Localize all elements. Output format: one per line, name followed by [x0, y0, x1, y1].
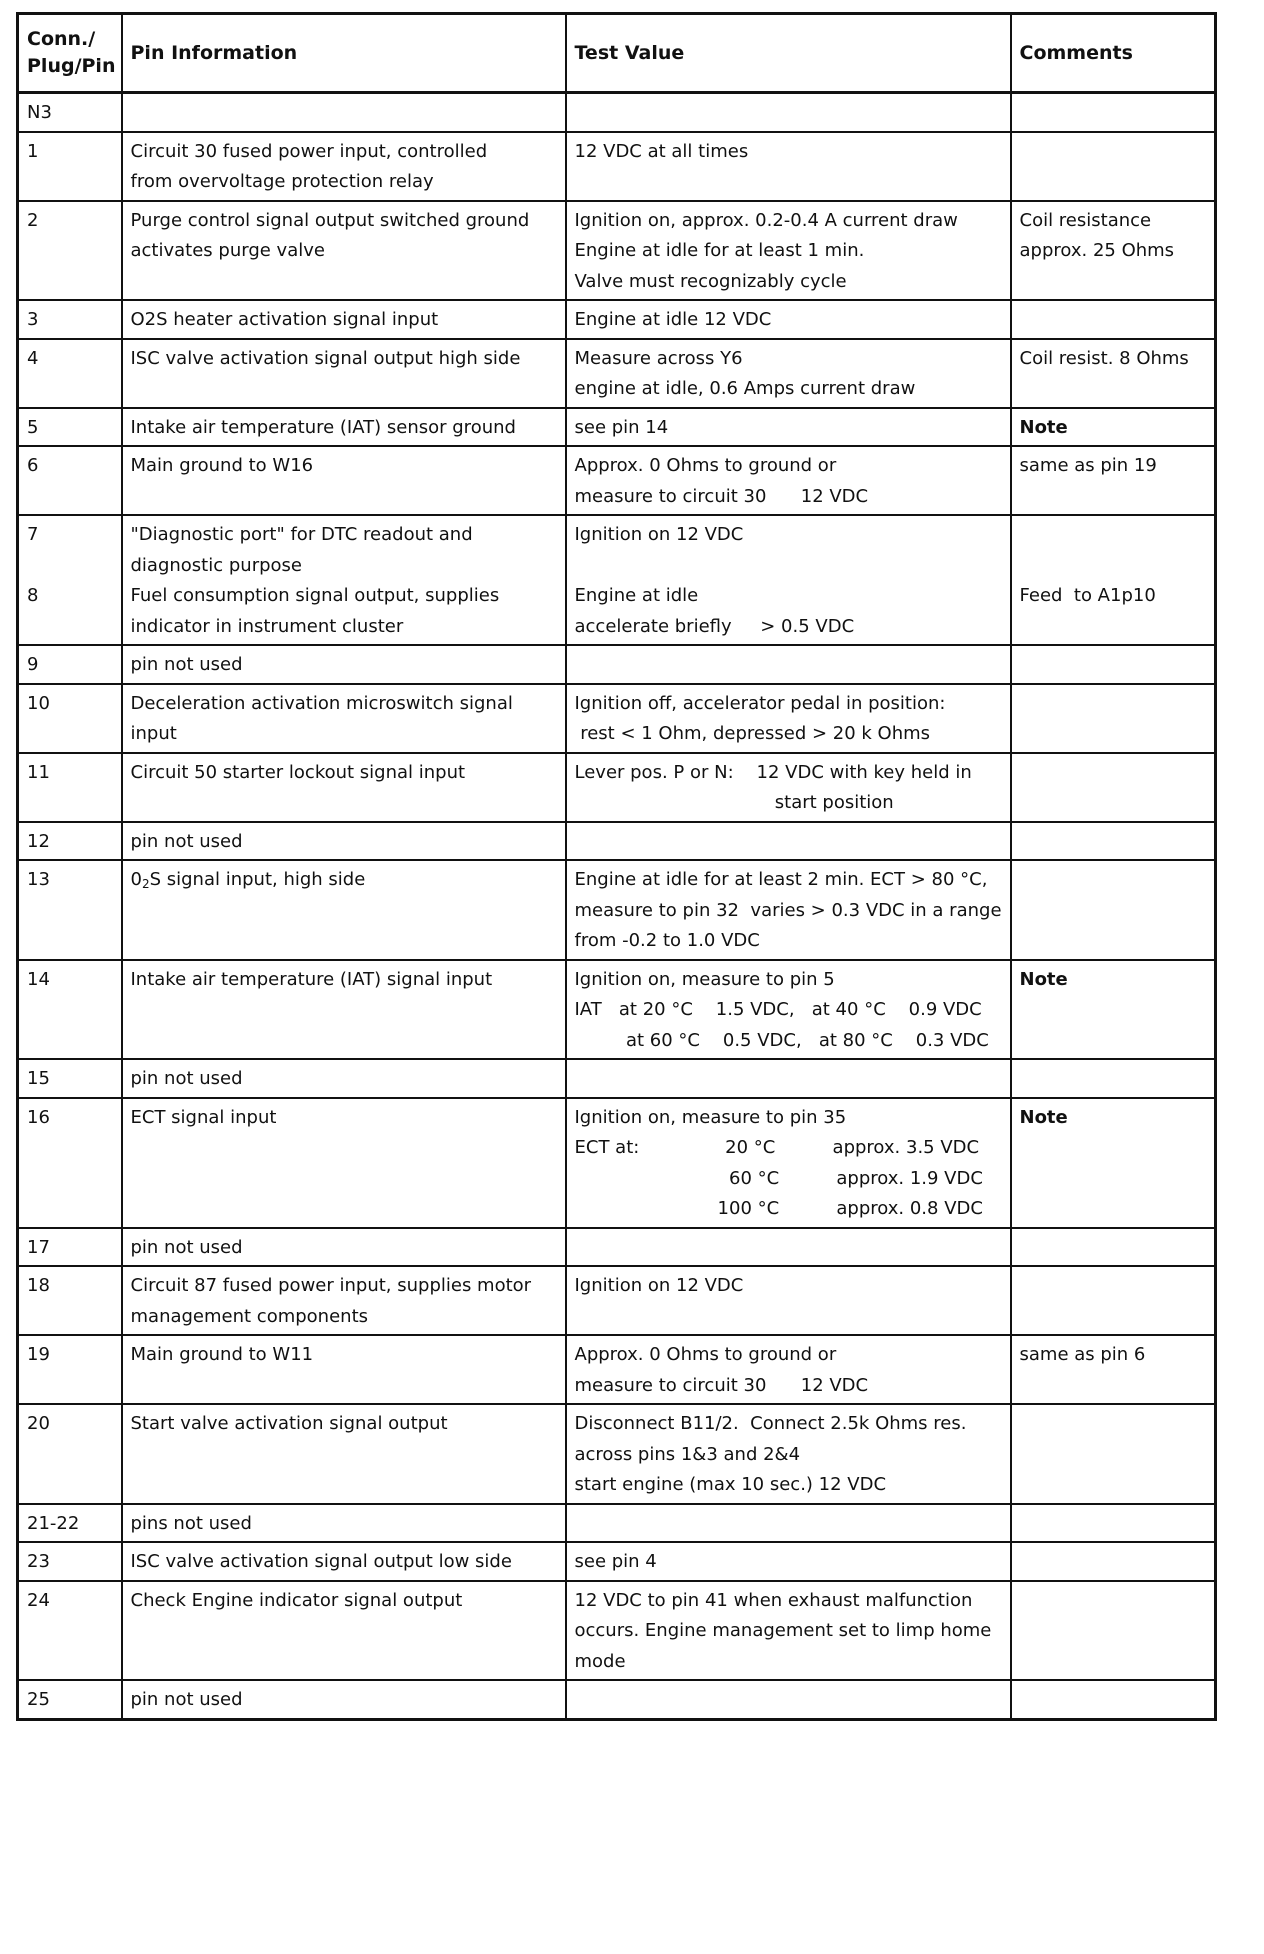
pin-cell: 19: [18, 1335, 122, 1404]
pin-cell: [18, 515, 122, 645]
info-line: Intake air temperature (IAT) signal input: [130, 968, 493, 990]
header-pin-information: Pin Information: [122, 14, 566, 93]
table-row: [18, 300, 1216, 339]
info-cell: [122, 1504, 566, 1543]
pin-label: 8: [27, 585, 39, 606]
comment-cell: [1011, 201, 1216, 301]
test-line: Engine at idle: [574, 585, 699, 606]
test-cell: [566, 1542, 1011, 1581]
test-line: measure to circuit 30 12 VDC: [574, 1374, 869, 1396]
pin-spacer: [27, 551, 113, 582]
pin-cell: 2: [18, 201, 122, 301]
comment-cell: [1011, 1680, 1216, 1719]
comment-cell: [1011, 93, 1216, 132]
table-row: [18, 960, 1216, 1060]
test-cell: [566, 1266, 1011, 1335]
comment-cell: [1011, 1098, 1216, 1228]
info-cell: [122, 1542, 566, 1581]
header-conn-line1: Conn./: [27, 28, 96, 50]
info-cell: [122, 300, 566, 339]
test-cell: [566, 446, 1011, 515]
info-line: Fuel consumption signal output, supplies: [130, 585, 500, 606]
comment-cell: [1011, 1581, 1216, 1681]
test-cell: [566, 515, 1011, 645]
test-cell: [566, 1228, 1011, 1267]
table-row: [18, 1266, 1216, 1335]
test-cell: [566, 753, 1011, 822]
pin-cell: 12: [18, 822, 122, 861]
info-line: diagnostic purpose: [130, 554, 302, 576]
table-row: [18, 132, 1216, 201]
comment-cell: [1011, 446, 1216, 515]
info-cell: [122, 1680, 566, 1719]
test-line: Engine at idle for at least 1 min.: [574, 240, 865, 261]
header-comments: Comments: [1011, 14, 1216, 93]
info-line: pin not used: [130, 1689, 243, 1710]
info-line: Circuit 30 fused power input, controlled: [130, 140, 488, 162]
info-cell: [122, 132, 566, 201]
pin-cell: 15: [18, 1059, 122, 1098]
test-line: Approx. 0 Ohms to ground or: [574, 455, 837, 476]
pin-cell: 25: [18, 1680, 122, 1719]
test-cell: [566, 1404, 1011, 1504]
o2s-suffix: S signal input, high side: [149, 869, 366, 890]
info-line: pin not used: [130, 1236, 243, 1258]
comment-cell: [1011, 515, 1216, 645]
test-cell: [566, 1335, 1011, 1404]
pin-cell: N3: [18, 93, 122, 132]
table-row: [18, 1404, 1216, 1504]
test-spacer: [575, 551, 1002, 582]
info-cell: [122, 1335, 566, 1404]
pin-cell: 16: [18, 1098, 122, 1228]
test-line: 12 VDC to pin 41 when exhaust malfunction: [574, 1589, 973, 1611]
test-line: Ignition on 12 VDC: [574, 1275, 744, 1296]
pin-cell: 17: [18, 1228, 122, 1267]
test-line: rest < 1 Ohm, depressed > 20 k Ohms: [574, 723, 931, 744]
info-line: Deceleration activation microswitch signal: [130, 692, 513, 714]
test-line: ECT at: 20 °C approx. 3.5 VDC: [574, 1137, 980, 1158]
info-line: ECT signal input: [130, 1106, 277, 1128]
info-cell: [122, 201, 566, 301]
test-line: 60 °C approx. 1.9 VDC: [574, 1167, 983, 1189]
info-line: "Diagnostic port" for DTC readout and: [130, 524, 473, 545]
info-cell: [122, 1059, 566, 1098]
note-label: Note: [1019, 1106, 1068, 1128]
comment-spacer: [1020, 520, 1207, 551]
test-line: Valve must recognizably cycle: [574, 270, 847, 292]
info-line: indicator in instrument cluster: [130, 615, 404, 637]
info-line: Purge control signal output switched ground: [130, 209, 530, 231]
test-line: Ignition on, approx. 0.2-0.4 A current draw: [574, 209, 958, 231]
note-label: Note: [1019, 416, 1068, 438]
info-cell: [122, 1404, 566, 1504]
info-line: [131, 865, 557, 896]
test-line: Ignition on, measure to pin 5: [574, 968, 835, 990]
pin-cell: 6: [18, 446, 122, 515]
pin-cell: 3: [18, 300, 122, 339]
table-row: [18, 446, 1216, 515]
table-row: [18, 1059, 1216, 1098]
info-line: Circuit 50 starter lockout signal input: [130, 761, 466, 783]
comment-cell: [1011, 684, 1216, 753]
header-conn-plug-pin: [18, 14, 122, 93]
test-cell: [566, 860, 1011, 960]
comment-cell: [1011, 645, 1216, 684]
pin-cell: 18: [18, 1266, 122, 1335]
test-cell: [566, 684, 1011, 753]
table-row: [18, 515, 1216, 645]
table-row: [18, 1680, 1216, 1719]
comment-cell: [1011, 1404, 1216, 1504]
info-cell: [122, 1228, 566, 1267]
info-line: Main ground to W11: [130, 1344, 314, 1365]
comment-cell: [1011, 132, 1216, 201]
test-line: start position: [574, 792, 894, 813]
comment-line: approx. 25 Ohms: [1019, 240, 1175, 261]
header-conn-line2: Plug/Pin: [27, 55, 116, 77]
comment-cell: [1011, 753, 1216, 822]
table-row: [18, 684, 1216, 753]
table-row: [18, 753, 1216, 822]
pin-cell: 13: [18, 860, 122, 960]
info-line: pin not used: [130, 830, 243, 852]
info-line: Main ground to W16: [130, 455, 314, 476]
pin-cell: 21-22: [18, 1504, 122, 1543]
o2s-prefix: 0: [130, 869, 142, 890]
test-line: measure to pin 32 varies > 0.3 VDC in a range: [574, 899, 1002, 921]
info-cell: [122, 515, 566, 645]
table-row: [18, 93, 1216, 132]
note-label: Note: [1019, 968, 1068, 990]
info-line: Circuit 87 fused power input, supplies motor: [130, 1275, 532, 1296]
comment-line: Coil resist. 8 Ohms: [1019, 347, 1189, 369]
info-cell: [122, 753, 566, 822]
test-line: from -0.2 to 1.0 VDC: [574, 930, 760, 951]
comment-cell: [1011, 1542, 1216, 1581]
info-cell: [122, 860, 566, 960]
pin-cell: 24: [18, 1581, 122, 1681]
pin-cell: 10: [18, 684, 122, 753]
test-line: at 60 °C 0.5 VDC, at 80 °C 0.3 VDC: [574, 1029, 989, 1051]
header-test-value: Test Value: [566, 14, 1011, 93]
table-row: [18, 822, 1216, 861]
comment-cell: [1011, 339, 1216, 408]
info-line: pin not used: [130, 1068, 243, 1089]
table-row: [18, 1581, 1216, 1681]
test-line: Engine at idle for at least 2 min. ECT > 80 °C,: [574, 869, 988, 890]
test-line: IAT at 20 °C 1.5 VDC, at 40 °C 0.9 VDC: [574, 999, 982, 1020]
info-line: pin not used: [130, 654, 243, 675]
table-row: [18, 1228, 1216, 1267]
comment-cell: [1011, 1266, 1216, 1335]
info-line: ISC valve activation signal output low side: [130, 1551, 512, 1572]
test-line: start engine (max 10 sec.) 12 VDC: [574, 1474, 887, 1495]
table-row: [18, 860, 1216, 960]
info-cell: [122, 93, 566, 132]
info-cell: [122, 1581, 566, 1681]
info-line: O2S heater activation signal input: [130, 309, 439, 330]
o2s-subscript: 2: [141, 877, 150, 891]
pin-cell: 20: [18, 1404, 122, 1504]
comment-cell: [1011, 860, 1216, 960]
test-line: Measure across Y6: [574, 347, 743, 369]
table-row: [18, 408, 1216, 447]
test-line: Lever pos. P or N: 12 VDC with key held in: [574, 761, 972, 783]
test-cell: [566, 201, 1011, 301]
comment-line: same as pin 19: [1019, 455, 1157, 476]
comment-cell: [1011, 822, 1216, 861]
comment-cell: [1011, 1504, 1216, 1543]
info-cell: [122, 822, 566, 861]
comment-line: same as pin 6: [1019, 1344, 1146, 1365]
info-cell: [122, 408, 566, 447]
info-cell: [122, 684, 566, 753]
comment-cell: [1011, 960, 1216, 1060]
info-cell: [122, 960, 566, 1060]
pin-label: 7: [27, 524, 39, 545]
test-cell: [566, 1098, 1011, 1228]
test-cell: [566, 1581, 1011, 1681]
pin-cell: 14: [18, 960, 122, 1060]
test-cell: [566, 960, 1011, 1060]
test-line: across pins 1&3 and 2&4: [574, 1443, 801, 1465]
comment-line: Coil resistance: [1019, 209, 1152, 231]
test-line: accelerate briefly > 0.5 VDC: [574, 615, 855, 637]
info-line: management components: [130, 1305, 369, 1327]
table-row: [18, 339, 1216, 408]
info-line: Check Engine indicator signal output: [130, 1589, 463, 1611]
test-cell: [566, 1680, 1011, 1719]
test-cell: [566, 300, 1011, 339]
test-line: see pin 4: [574, 1551, 657, 1572]
table-row: [18, 1504, 1216, 1543]
info-cell: [122, 1266, 566, 1335]
test-line: 12 VDC at all times: [574, 140, 749, 162]
test-line: measure to circuit 30 12 VDC: [574, 485, 869, 507]
info-cell: [122, 339, 566, 408]
pin-cell: 23: [18, 1542, 122, 1581]
table-row: [18, 201, 1216, 301]
info-line: Start valve activation signal output: [130, 1413, 448, 1434]
table-row: [18, 1542, 1216, 1581]
test-cell: [566, 132, 1011, 201]
test-cell: [566, 1504, 1011, 1543]
pin-cell: 5: [18, 408, 122, 447]
info-line: ISC valve activation signal output high side: [130, 347, 521, 369]
table-row: [18, 1335, 1216, 1404]
test-line: Ignition off, accelerator pedal in position:: [574, 692, 946, 714]
test-line: Ignition on, measure to pin 35: [574, 1106, 847, 1128]
info-line: pins not used: [130, 1512, 252, 1534]
info-line: Intake air temperature (IAT) sensor ground: [130, 416, 516, 438]
test-line: occurs. Engine management set to limp home: [574, 1620, 992, 1641]
test-line: Disconnect B11/2. Connect 2.5k Ohms res.: [574, 1413, 967, 1434]
pin-cell: 1: [18, 132, 122, 201]
test-cell: [566, 93, 1011, 132]
pin-cell: 11: [18, 753, 122, 822]
test-line: mode: [574, 1650, 626, 1672]
test-line: Approx. 0 Ohms to ground or: [574, 1344, 837, 1365]
test-line: see pin 14: [574, 416, 669, 438]
info-cell: [122, 446, 566, 515]
info-line: input: [130, 723, 177, 744]
comment-line: Feed to A1p10: [1019, 585, 1156, 606]
info-line: from overvoltage protection relay: [130, 171, 434, 192]
comment-cell: [1011, 1335, 1216, 1404]
comment-spacer: [1020, 551, 1207, 582]
comment-cell: [1011, 1059, 1216, 1098]
test-cell: [566, 1059, 1011, 1098]
test-cell: [566, 339, 1011, 408]
test-cell: [566, 822, 1011, 861]
table-row: [18, 645, 1216, 684]
info-cell: [122, 645, 566, 684]
info-cell: [122, 1098, 566, 1228]
test-line: Engine at idle 12 VDC: [574, 309, 772, 330]
info-line: activates purge valve: [130, 240, 325, 261]
test-line: Ignition on 12 VDC: [574, 524, 744, 545]
comment-cell: [1011, 300, 1216, 339]
test-cell: [566, 645, 1011, 684]
pin-cell: 9: [18, 645, 122, 684]
header-row: [18, 14, 1216, 93]
comment-cell: [1011, 1228, 1216, 1267]
test-cell: [566, 408, 1011, 447]
pin-cell: 4: [18, 339, 122, 408]
table-row: [18, 1098, 1216, 1228]
test-line: 100 °C approx. 0.8 VDC: [574, 1198, 983, 1219]
comment-cell: [1011, 408, 1216, 447]
test-line: engine at idle, 0.6 Amps current draw: [574, 378, 916, 399]
pin-table: [16, 12, 1217, 1721]
